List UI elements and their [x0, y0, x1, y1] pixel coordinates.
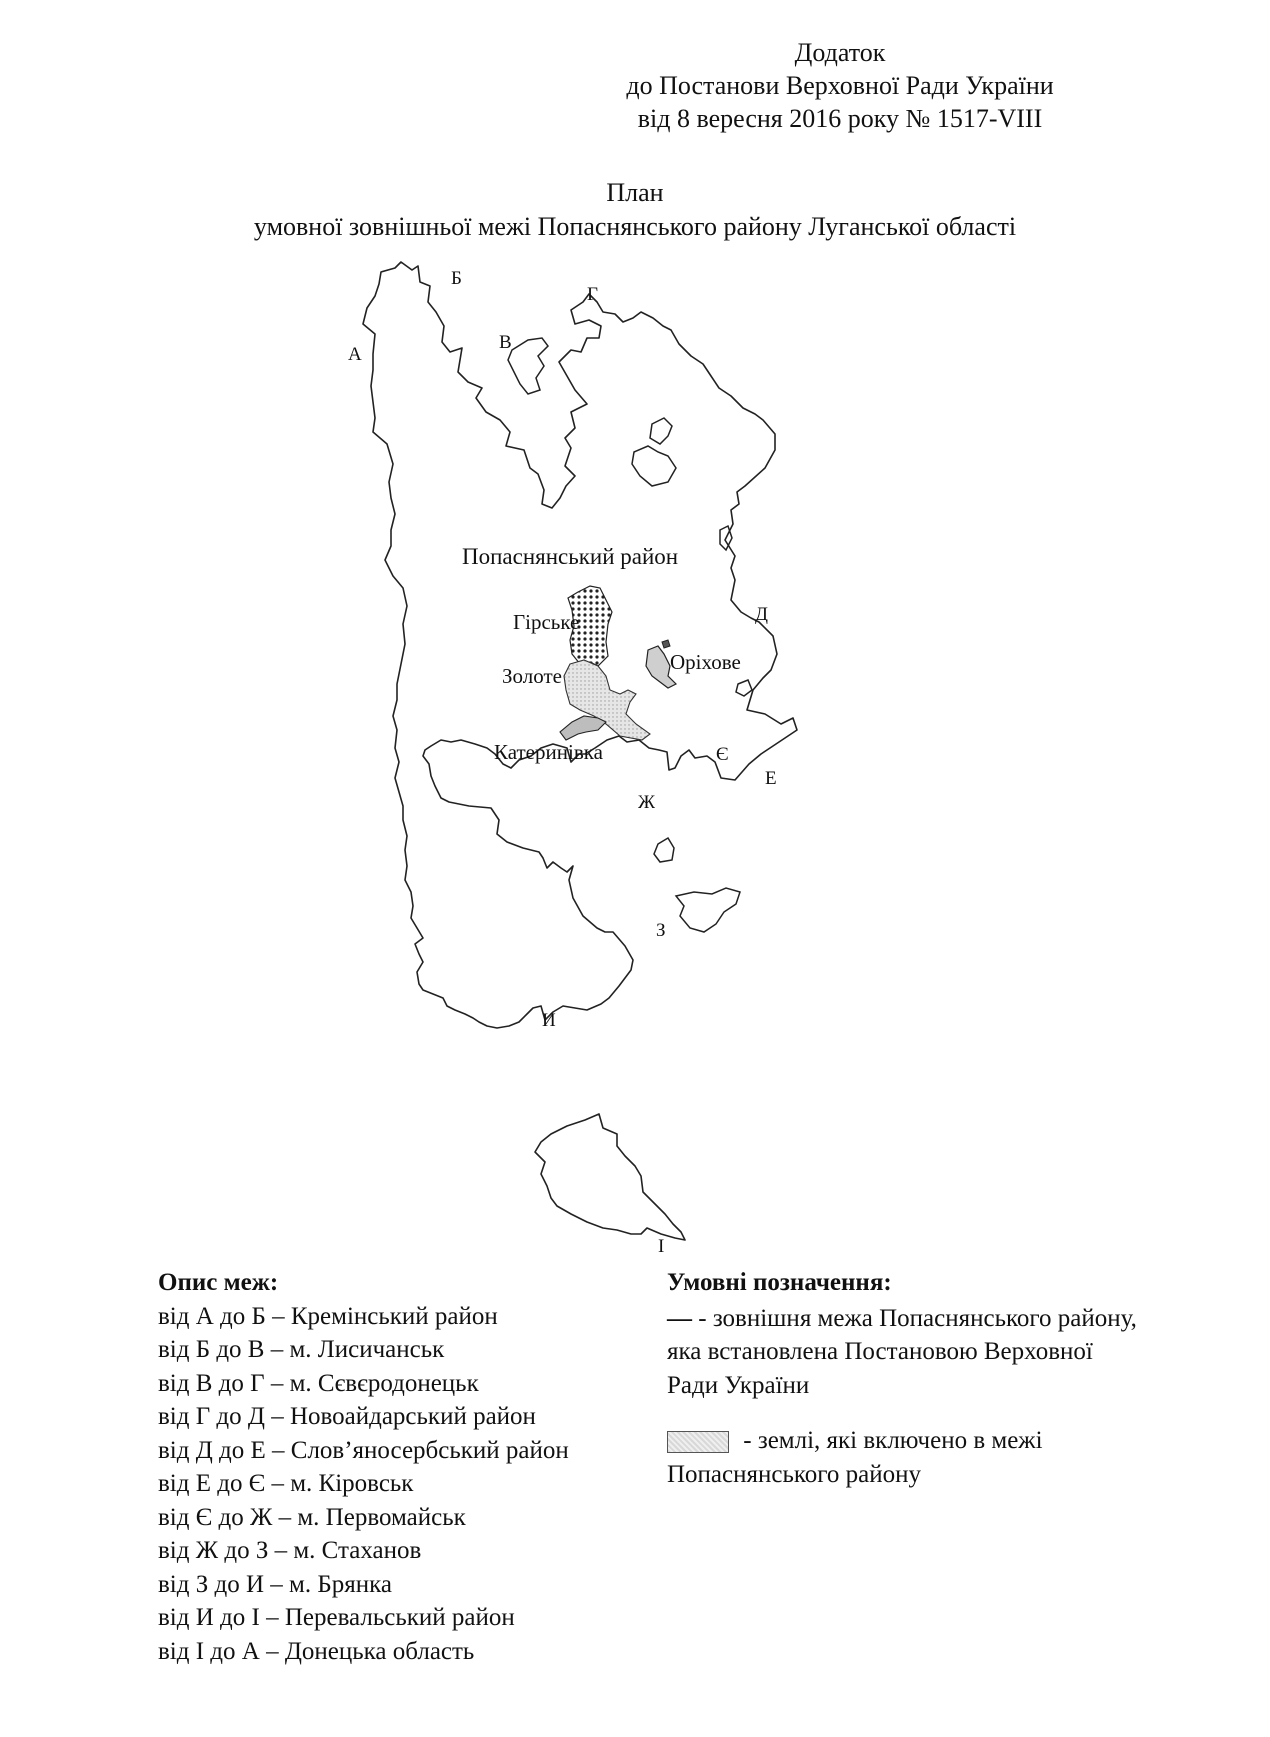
- legend: [667, 1266, 1147, 1491]
- description-item: від Є до Ж – м. Первомайськ: [158, 1503, 466, 1531]
- appendix-date: від 8 вересня 2016 року № 1517-VIII: [637, 104, 1043, 133]
- point-label-y: И: [542, 1010, 556, 1031]
- legend-boundary-text: - зовнішня межа Попаснянського району, яка встановлена Постановою Верховної Ради України: [667, 1304, 1137, 1399]
- legend-item-boundary: [667, 1302, 1147, 1403]
- point-label-h: Г: [587, 284, 598, 305]
- point-label-zh: Ж: [638, 792, 656, 813]
- description-item: від І до А – Донецька область: [158, 1637, 475, 1665]
- point-label-v: В: [499, 332, 512, 353]
- settlement-katerynivka: [560, 716, 606, 740]
- description-item: від Б до В – м. Лисичанськ: [158, 1336, 445, 1363]
- southern-part-boundary: [535, 1114, 685, 1240]
- description-item: від З до И – м. Брянка: [158, 1570, 392, 1598]
- region-label: Попаснянський район: [462, 544, 679, 569]
- enclave-small-2: [632, 446, 676, 486]
- enclave-lysychansk: [508, 338, 548, 394]
- description-item: від Д до Е – Слов’яносербський район: [158, 1436, 569, 1464]
- enclave-small-4: [736, 680, 752, 696]
- settlement-label-katerynivka: Катеринівка: [494, 740, 603, 764]
- legend-item-area: [667, 1424, 1147, 1491]
- description-item: від Ж до З – м. Стаханов: [158, 1537, 422, 1564]
- settlement-label-zolote: Золоте: [502, 664, 562, 688]
- appendix-label: Додаток: [794, 38, 886, 67]
- area-swatch-icon: [667, 1431, 729, 1453]
- point-label-d: Д: [755, 604, 768, 625]
- point-label-ye: Є: [716, 744, 729, 765]
- description-heading: Опис меж:: [158, 1269, 279, 1296]
- boundary-line-symbol: —: [667, 1304, 692, 1332]
- plan-title-line2: умовної зовнішньої межі Попаснянського району Луганської області: [253, 212, 1017, 241]
- settlement-label-hirske: Гірське: [513, 610, 580, 634]
- point-label-i: І: [658, 1236, 665, 1257]
- legend-area-text: - землі, які включено в межі Попаснянського району: [667, 1427, 1043, 1488]
- description-item: від И до І – Перевальський район: [158, 1604, 515, 1631]
- enclave-small-6: [654, 838, 674, 862]
- description-item: від Е до Є – м. Кіровськ: [158, 1470, 414, 1497]
- settlement-orikhove-small: [662, 640, 670, 648]
- enclave-small-5: [676, 888, 740, 932]
- point-label-z: З: [656, 920, 666, 941]
- boundary-description: [158, 1266, 569, 1668]
- point-label-b: Б: [451, 268, 462, 289]
- appendix-resolution: до Постанови Верховної Ради України: [626, 71, 1054, 100]
- plan-title-line1: План: [606, 178, 664, 207]
- description-item: від Г до Д – Новоайдарський район: [158, 1403, 536, 1430]
- description-item: від В до Г – м. Сєвєродонецьк: [158, 1369, 479, 1397]
- point-label-e: Е: [765, 768, 777, 789]
- settlement-label-orikhove: Оріхове: [670, 650, 741, 674]
- enclave-small-1: [650, 418, 672, 444]
- point-label-a: А: [348, 344, 362, 365]
- legend-heading: Умовні позначення:: [667, 1269, 892, 1296]
- description-item: від А до Б – Кремінський район: [158, 1302, 498, 1330]
